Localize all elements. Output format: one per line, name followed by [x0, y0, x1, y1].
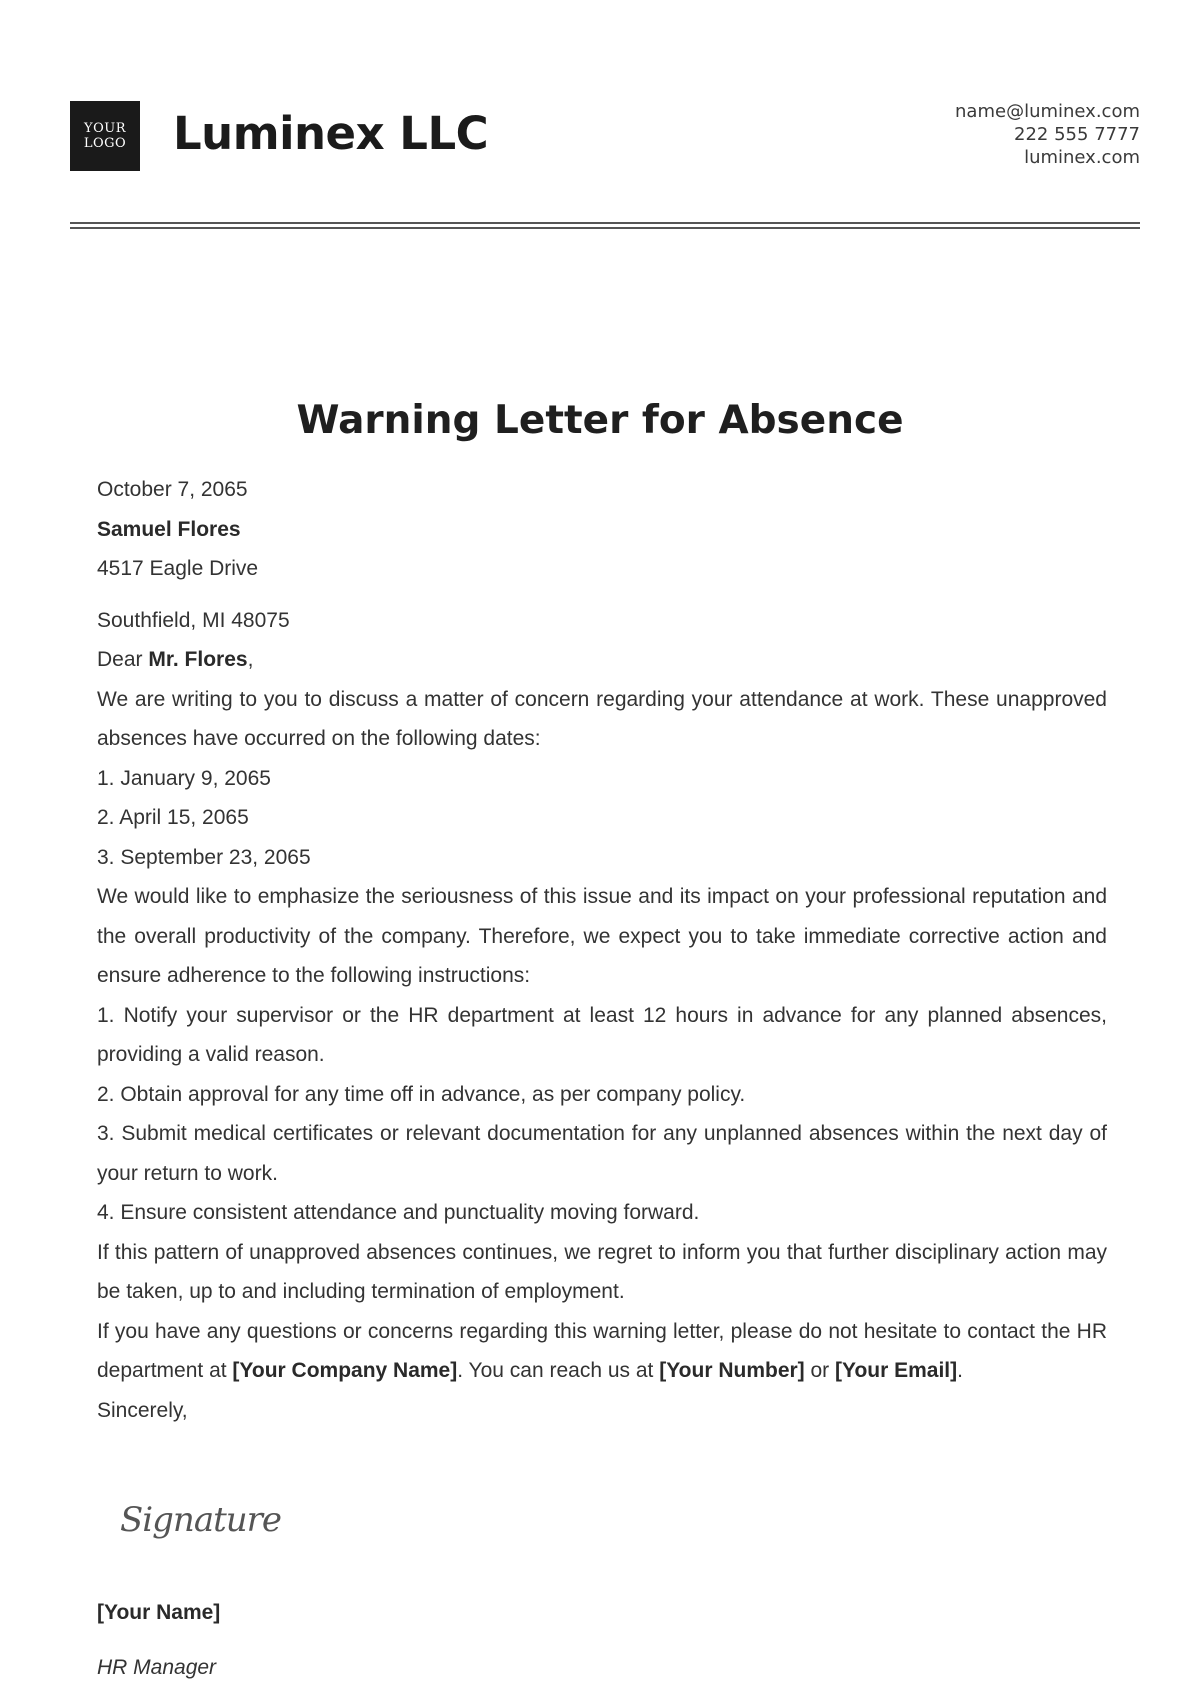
instruction-3: 3. Submit medical certificates or relevant documentation for any unplanned absences within the next day of your return to work. — [97, 1122, 1107, 1185]
instruction-2: 2. Obtain approval for any time off in advance, as per company policy. — [97, 1082, 746, 1106]
letterhead — [70, 100, 1140, 172]
contact-text-4: . — [957, 1359, 963, 1382]
address-line-1: 4517 Eagle Drive — [97, 557, 259, 580]
contact-email: name@luminex.com — [955, 101, 1140, 122]
contact-info — [955, 100, 1140, 169]
intro-paragraph: We are writing to you to discuss a matter of concern regarding your attendance at work. These unapproved absences have occurred on the following dates: — [97, 687, 1107, 750]
recipient-name — [97, 510, 1107, 550]
salutation — [97, 640, 1107, 680]
contact-website: luminex.com — [1024, 147, 1140, 168]
logo-line-1: YOUR — [84, 121, 126, 136]
company-logo — [70, 101, 140, 171]
signature: Signature — [120, 1500, 282, 1540]
contact-phone: 222 555 7777 — [1014, 124, 1140, 145]
salutation-prefix: Dear — [97, 648, 149, 671]
sender-title: HR Manager — [97, 1656, 217, 1679]
contact-text-3: or — [804, 1359, 836, 1382]
absence-date-1: 1. January 9, 2065 — [97, 766, 271, 790]
emphasis-paragraph: We would like to emphasize the seriousness of this issue and its impact on your professional reputation and the overall productivity of the company. Therefore, we expect you to take immediate corrective action and ensure adherence to the following instructions: — [97, 885, 1107, 987]
placeholder-number: [Your Number] — [659, 1359, 805, 1382]
company-name: Luminex LLC — [173, 107, 489, 160]
contact-text-1: If you have any questions or concerns regarding this warning letter, please do not hesitate to contact the HR department at — [97, 1319, 1107, 1382]
closing: Sincerely, — [97, 1398, 188, 1422]
letter-body — [97, 470, 1107, 1430]
recipient-name-text: Samuel Flores — [97, 517, 241, 541]
placeholder-email: [Your Email] — [835, 1359, 958, 1382]
salutation-name: Mr. Flores — [148, 648, 248, 671]
instruction-4: 4. Ensure consistent attendance and punctuality moving forward. — [97, 1201, 700, 1224]
contact-paragraph — [97, 1312, 1107, 1391]
address-line-2: Southfield, MI 48075 — [97, 608, 290, 632]
absence-date-2: 2. April 15, 2065 — [97, 806, 249, 829]
logo-line-2: LOGO — [83, 136, 127, 151]
contact-text-2: . You can reach us at — [457, 1359, 660, 1382]
consequence-paragraph: If this pattern of unapproved absences continues, we regret to inform you that further disciplinary action may be taken, up to and including termination of employment. — [97, 1240, 1107, 1303]
salutation-suffix: , — [247, 648, 254, 671]
letter-date: October 7, 2065 — [97, 478, 248, 501]
header-divider-top — [70, 222, 1140, 224]
sender-name: [Your Name] — [97, 1601, 221, 1624]
placeholder-company-name: [Your Company Name] — [232, 1359, 458, 1382]
instruction-1: 1. Notify your supervisor or the HR department at least 12 hours in advance for any planned absences, providing a valid reason. — [97, 1003, 1107, 1066]
letter-title: Warning Letter for Absence — [296, 398, 904, 443]
header-divider-bottom — [70, 227, 1140, 229]
absence-date-3: 3. September 23, 2065 — [97, 845, 311, 869]
